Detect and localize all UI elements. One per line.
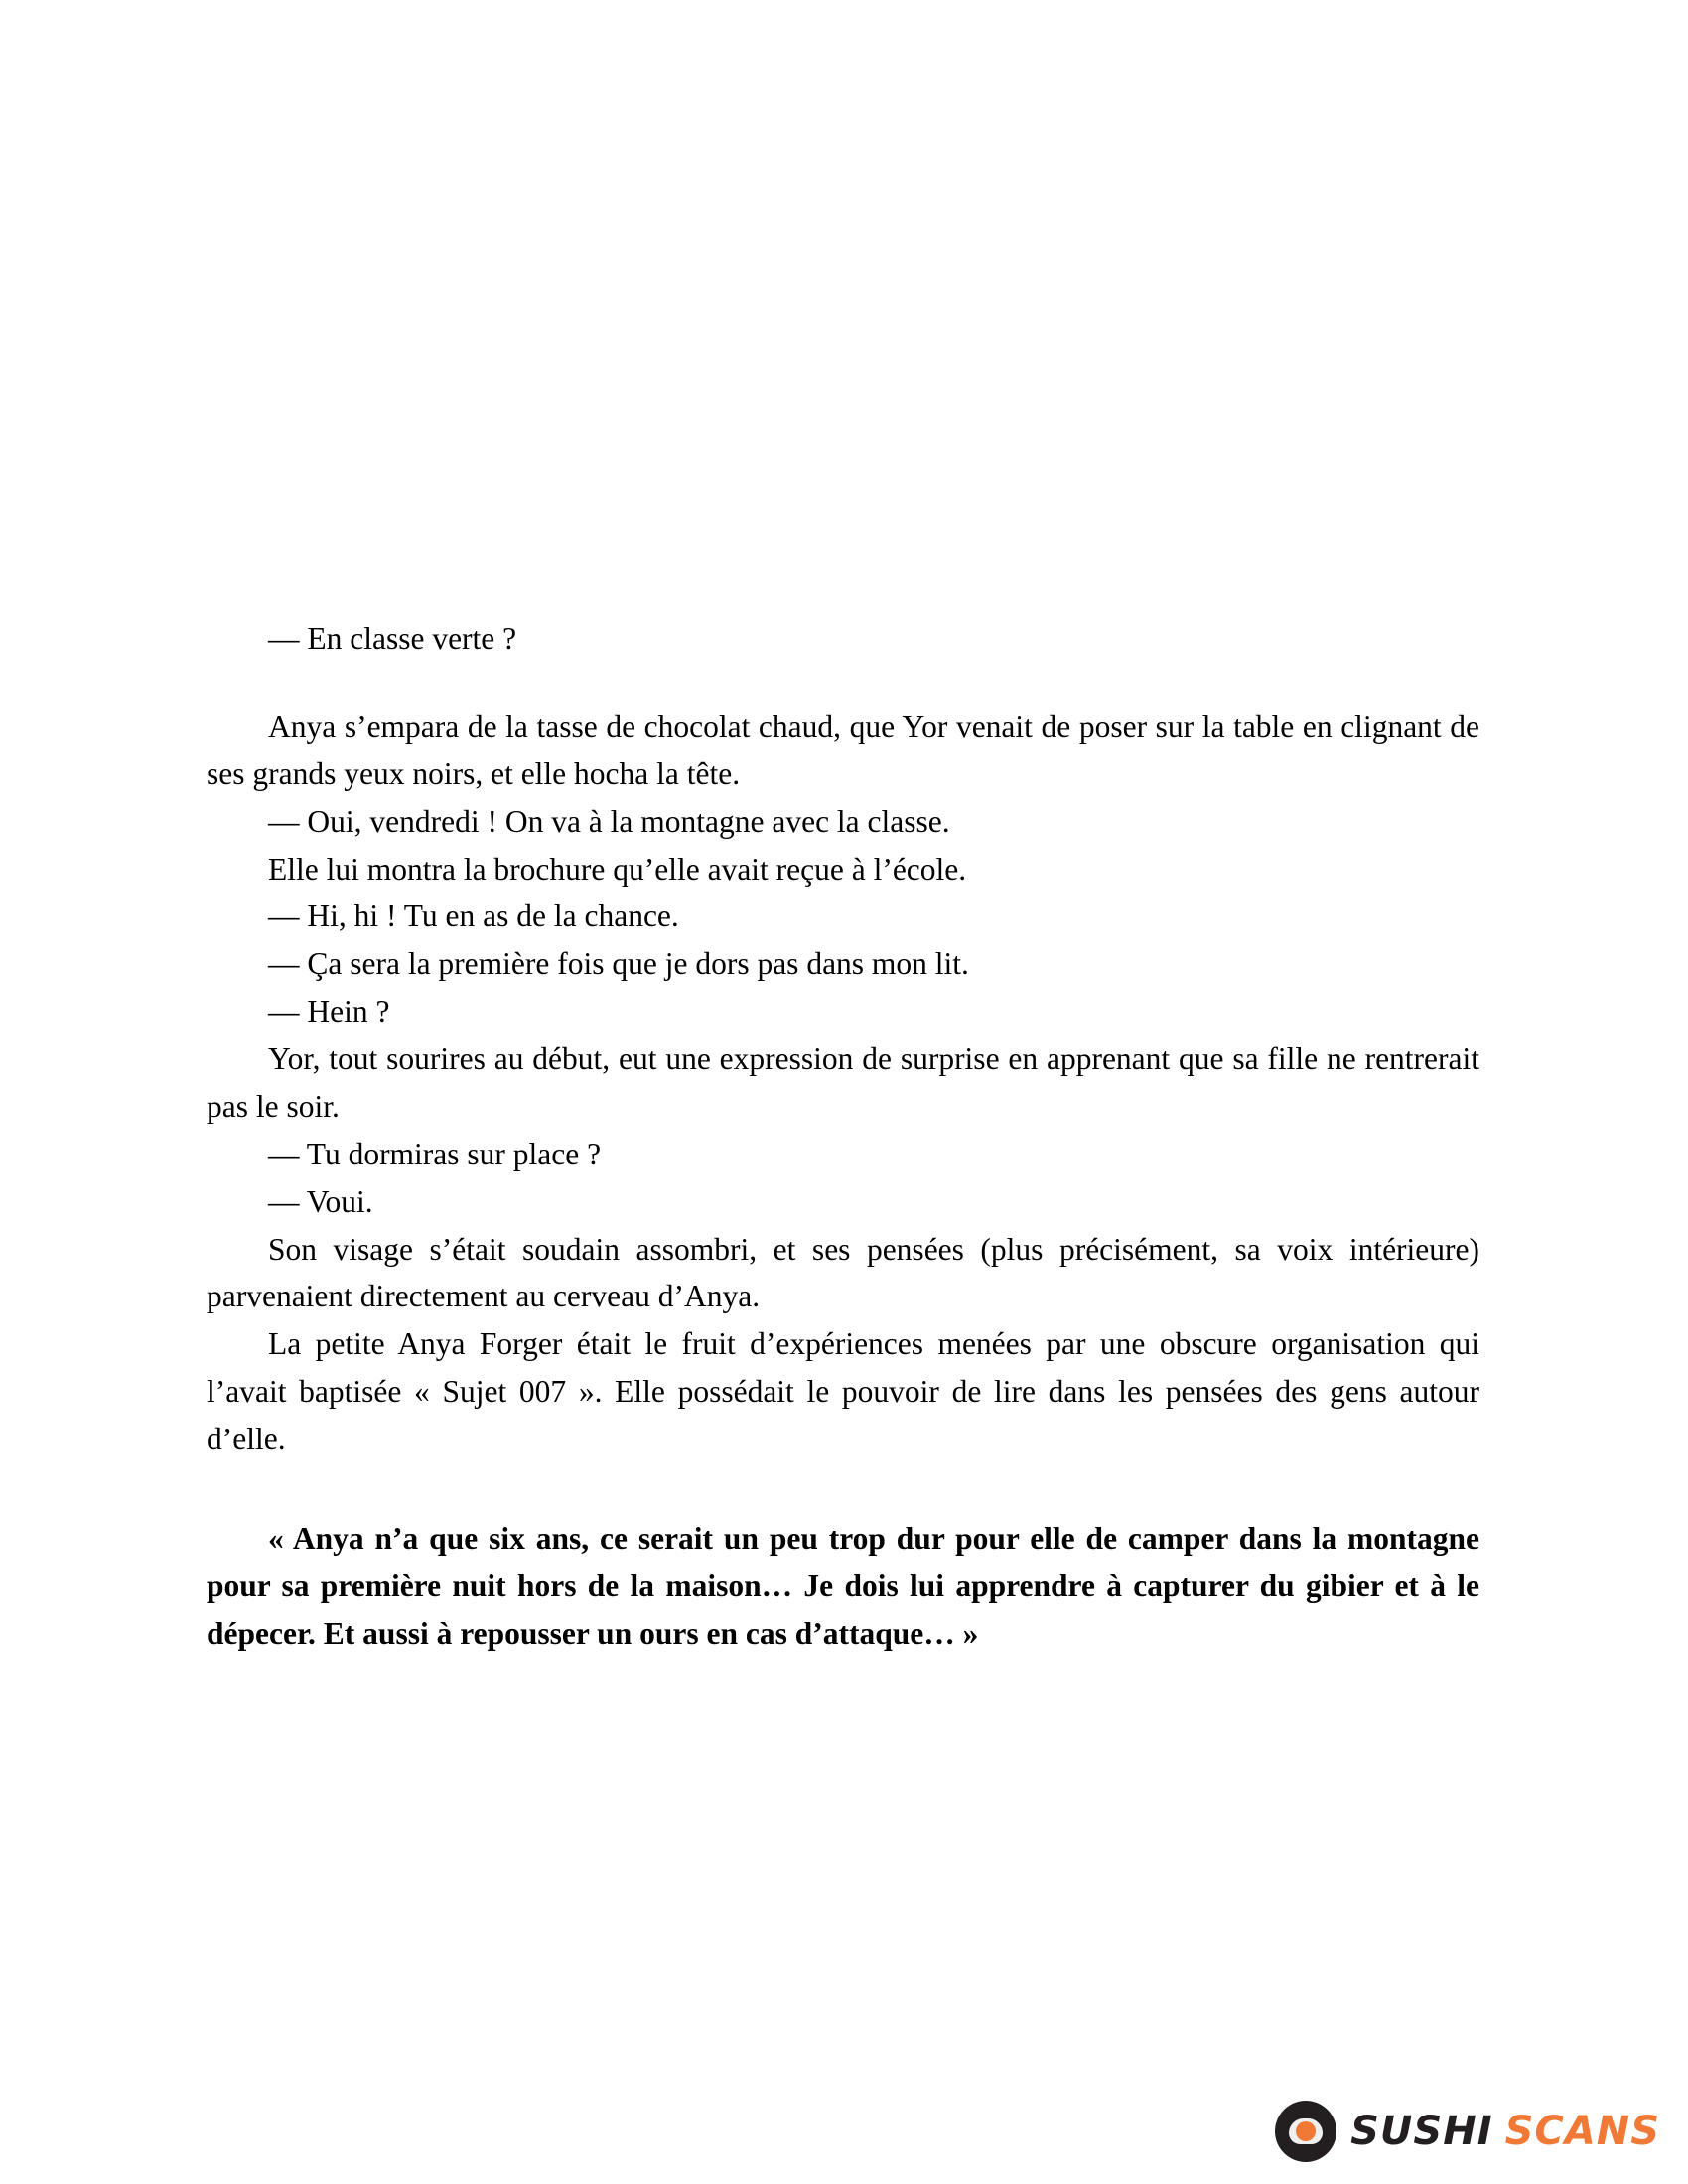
paragraph-dialogue-1: — En classe verte ? (268, 621, 517, 656)
paragraph-dialogue-4: — Ça sera la première fois que je dors pas dans mon lit. (268, 946, 969, 982)
watermark-text (1350, 2109, 1660, 2154)
paragraph-narration-5: La petite Anya Forger était le fruit d’expériences menées par une obscure organisation qui l’avait baptisée « Sujet 007 ». Elle possédait le pouvoir de lire dans les pensées des gens autour d’elle. (207, 1326, 1479, 1456)
paragraph-dialogue-3: — Hi, hi ! Tu en as de la chance. (268, 898, 679, 934)
sushi-logo-icon (1275, 2101, 1336, 2162)
paragraph-narration-4: Son visage s’était soudain assombri, et ses pensées (plus précisément, sa voix intérieure) parvenaient directement au cerveau d’Anya. (207, 1231, 1479, 1314)
paragraph-dialogue-7: — Voui. (268, 1183, 373, 1219)
paragraph-narration-1: Anya s’empara de la tasse de chocolat chaud, que Yor venait de poser sur la table en clignant de ses grands yeux noirs, et elle hocha la tête. (207, 708, 1479, 791)
watermark-logo (1275, 2101, 1660, 2162)
sushi-glyph (1289, 2118, 1323, 2144)
paragraph-dialogue-6: — Tu dormiras sur place ? (268, 1136, 602, 1171)
watermark-word-2: SCANS (1504, 2109, 1660, 2154)
paragraph-dialogue-5: — Hein ? (268, 994, 390, 1029)
paragraph-narration-2: Elle lui montra la brochure qu’elle avait reçue à l’école. (268, 851, 967, 887)
paragraph-inner-thought: « Anya n’a que six ans, ce serait un peu trop dur pour elle de camper dans la montagne pour sa première nuit hors de la maison… Je dois lui apprendre à capturer du gibier et à le dépecer. Et aussi à repousser un ours en cas d’attaque… » (207, 1520, 1479, 1651)
paragraph-dialogue-2: — Oui, vendredi ! On va à la montagne avec la classe. (268, 803, 950, 839)
paragraph-narration-3: Yor, tout sourires au début, eut une expression de surprise en apprenant que sa fille ne rentrerait pas le soir. (207, 1041, 1479, 1124)
body-text (207, 615, 1479, 1658)
watermark-word-1: SUSHI (1350, 2109, 1493, 2154)
